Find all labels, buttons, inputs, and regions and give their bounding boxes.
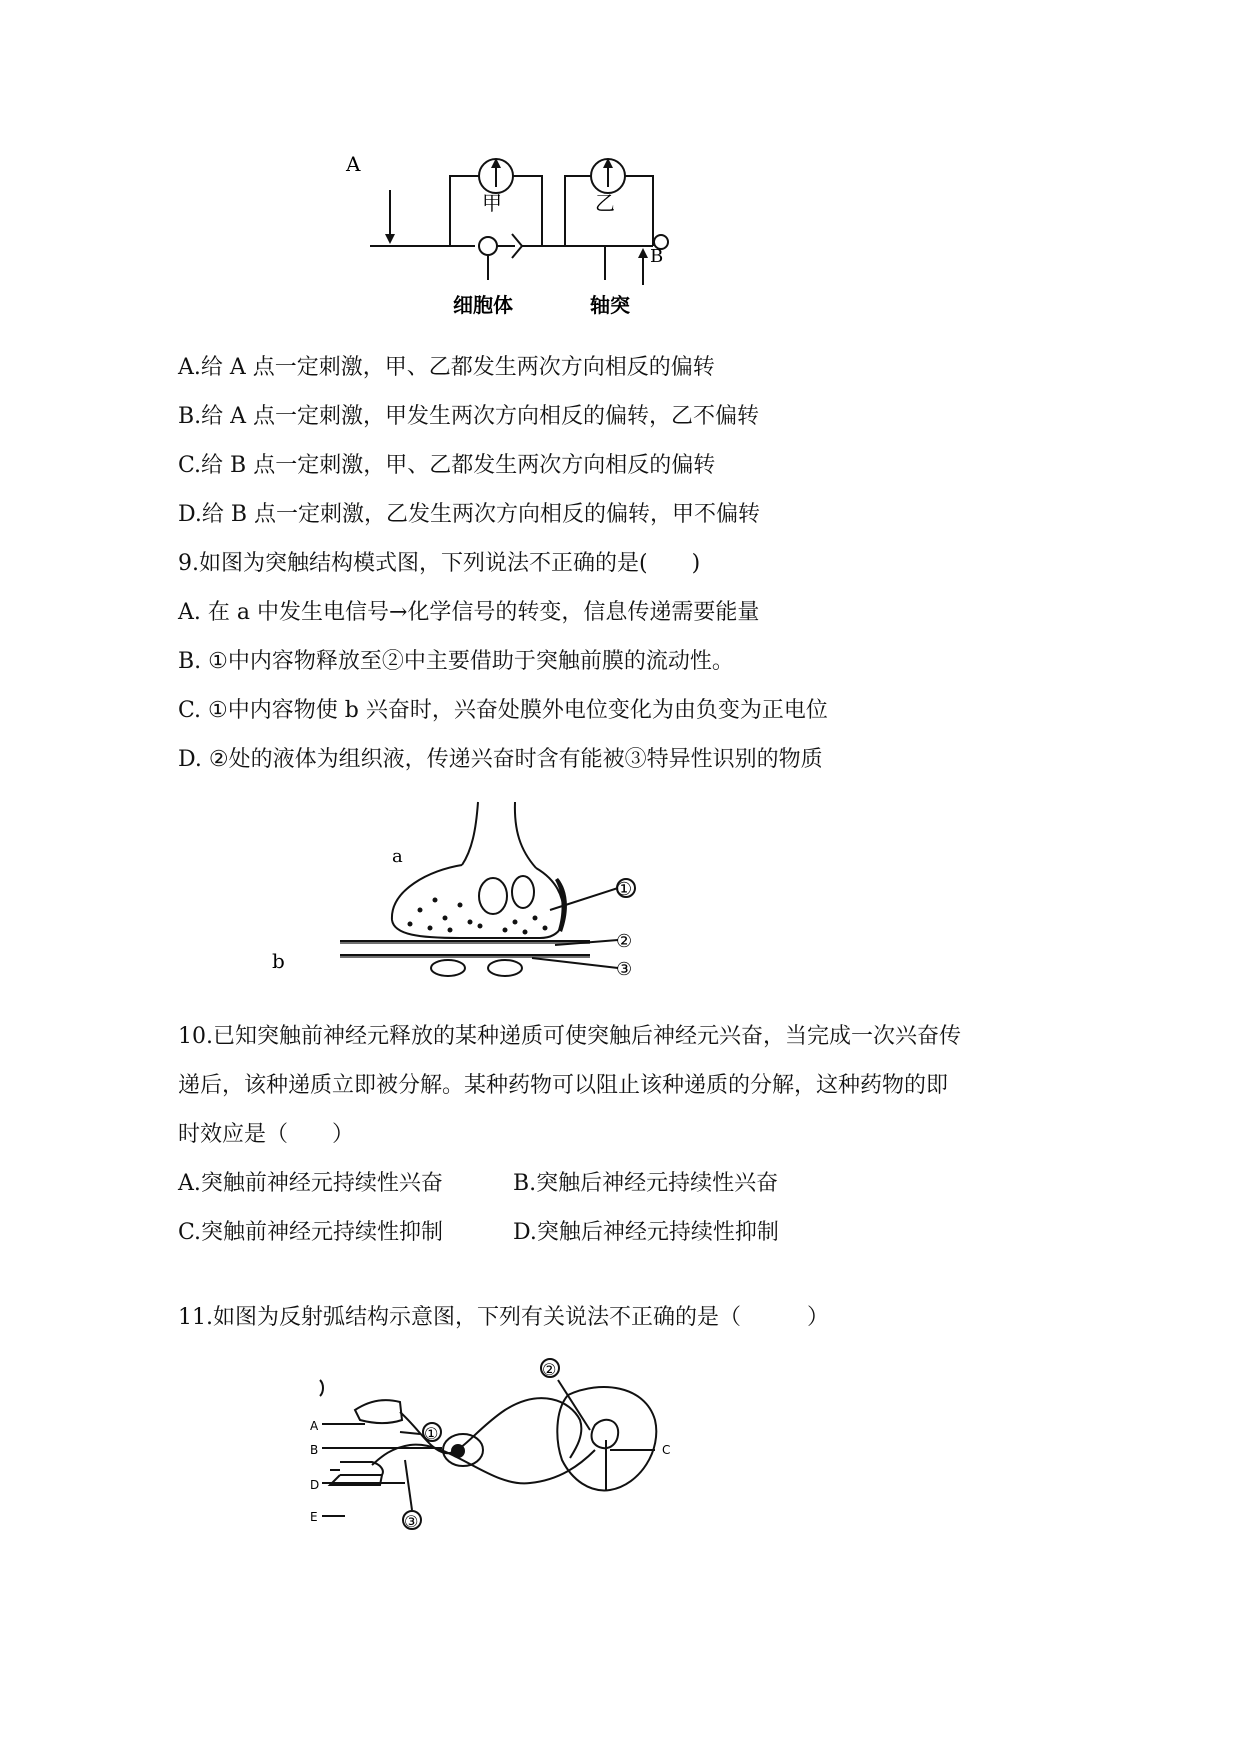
reflex-label-3: ③ (404, 1512, 419, 1531)
q10-option-a: A.突触前神经元持续性兴奋 (178, 1171, 443, 1196)
q8-option-b: B.给 A 点一定刺激，甲发生两次方向相反的偏转，乙不偏转 (178, 404, 760, 429)
reflex-label-c: C (662, 1443, 671, 1457)
q9-option-b: B. ①中内容物释放至②中主要借助于突触前膜的流动性。 (178, 649, 734, 674)
label-axon: 轴突 (590, 293, 630, 317)
synapse-label-3: ③ (616, 959, 633, 980)
q8-option-a: A.给 A 点一定刺激，甲、乙都发生两次方向相反的偏转 (178, 355, 715, 380)
reflex-label-e: E (310, 1510, 318, 1524)
synapse-label-b: b (272, 949, 285, 973)
figure-galvanometer (346, 150, 690, 330)
q9-option-c: C. ①中内容物使 b 兴奋时，兴奋处膜外电位变化为由负变为正电位 (178, 698, 828, 723)
q10-stem-line3: 时效应是（ ） (178, 1122, 355, 1147)
q10-option-b: B.突触后神经元持续性兴奋 (513, 1171, 779, 1196)
q9-option-a: A. 在 a 中发生电信号→化学信号的转变，信息传递需要能量 (178, 600, 760, 625)
q9-option-d: D. ②处的液体为组织液，传递兴奋时含有能被③特异性识别的物质 (178, 747, 823, 772)
q10-stem-line1: 10.已知突触前神经元释放的某种递质可使突触后神经元兴奋，当完成一次兴奋传 (178, 1024, 961, 1049)
synapse-label-1: ① (616, 879, 633, 900)
reflex-label-1: ① (424, 1424, 439, 1443)
label-a: A (346, 152, 361, 176)
reflex-label-a: A (310, 1419, 319, 1433)
synapse-label-2: ② (616, 931, 633, 952)
meter-jia-label: 甲 (482, 191, 502, 215)
meter-yi-label: 乙 (595, 191, 615, 215)
synapse-label-a: a (392, 846, 403, 867)
q8-option-d: D.给 B 点一定刺激，乙发生两次方向相反的偏转，甲不偏转 (178, 502, 761, 527)
reflex-label-2: ② (542, 1360, 557, 1379)
q10-stem-line2: 递后，该种递质立即被分解。某种药物可以阻止该种递质的分解，这种药物的即 (178, 1073, 949, 1098)
reflex-label-b: B (310, 1443, 319, 1457)
label-b: B (650, 246, 664, 267)
q11-stem: 11.如图为反射弧结构示意图，下列有关说法不正确的是（ ） (178, 1305, 829, 1330)
q8-option-c: C.给 B 点一定刺激，甲、乙都发生两次方向相反的偏转 (178, 453, 716, 478)
q10-option-c: C.突触前神经元持续性抑制 (178, 1220, 444, 1245)
figure-reflex-arc (310, 1350, 670, 1550)
q10-option-d: D.突触后神经元持续性抑制 (513, 1220, 779, 1245)
figure-synapse (272, 800, 640, 990)
label-soma: 细胞体 (453, 293, 513, 317)
q9-stem: 9.如图为突触结构模式图，下列说法不正确的是( ) (178, 551, 701, 576)
reflex-label-d: D (310, 1478, 320, 1492)
